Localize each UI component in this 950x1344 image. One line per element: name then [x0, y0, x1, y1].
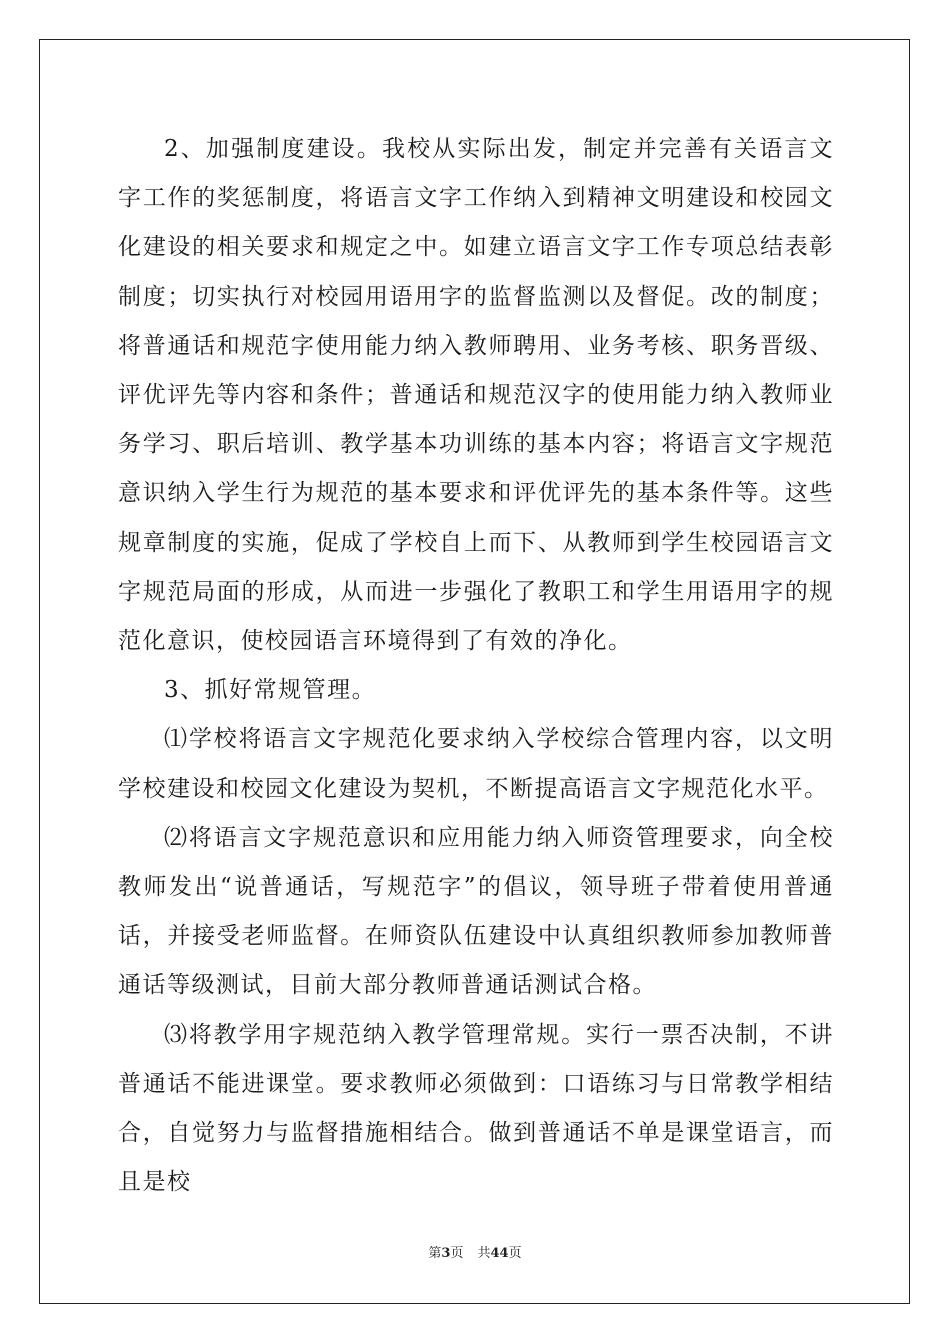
- paragraph-system-building: 2、加强制度建设。我校从实际出发，制定并完善有关语言文字工作的奖惩制度，将语言文字工作纳入到精神文明建设和校园文化建设的相关要求和规定之中。如建立语言文字工作专项总结表彰制度；切实执行对校园用语用字的监督监测以及督促。改的制度；将普通话和规范字使用能力纳入教师聘用、业务考核、职务晋级、评优评先等内容和条件；普通话和规范汉字的使用能力纳入教师业务学习、职后培训、教学基本功训练的基本内容；将语言文字规范意识纳入学生行为规范的基本要求和评优评先的基本条件等。这些规章制度的实施，促成了学校自上而下、从教师到学生校园语言文字规范局面的形成，从而进一步强化了教职工和学生用语用字的规范化意识，使校园语言环境得到了有效的净化。: [118, 136, 834, 655]
- page-number: 3: [441, 1246, 451, 1261]
- total-prefix: 共: [477, 1246, 491, 1261]
- total-pages: 44: [490, 1246, 509, 1261]
- document-body: [118, 125, 834, 1207]
- page-prefix: 第: [428, 1246, 442, 1261]
- paragraph-item-1: ⑴学校将语言文字规范化要求纳入学校综合管理内容，以文明学校建设和校园文化建设为契机，不断提高语言文字规范化水平。: [118, 726, 834, 802]
- paragraph-item-2: ⑵将语言文字规范意识和应用能力纳入师资管理要求，向全校教师发出“说普通话，写规范字”的倡议，领导班子带着使用普通话，并接受老师监督。在师资队伍建设中认真组织教师参加教师普通话等级测试，目前大部分教师普通话测试合格。: [118, 824, 834, 999]
- paragraph-item-3: ⑶将教学用字规范纳入教学管理常规。实行一票否决制，不讲普通话不能进课堂。要求教师必须做到：口语练习与日常教学相结合，自觉努力与监督措施相结合。做到普通话不单是课堂语言，而且是校: [118, 1021, 834, 1196]
- paragraph-heading-routine-management: 3、抓好常规管理。: [164, 677, 377, 704]
- page-footer: [0, 1245, 950, 1263]
- total-suffix: 页: [508, 1246, 522, 1261]
- page-suffix: 页: [450, 1246, 464, 1261]
